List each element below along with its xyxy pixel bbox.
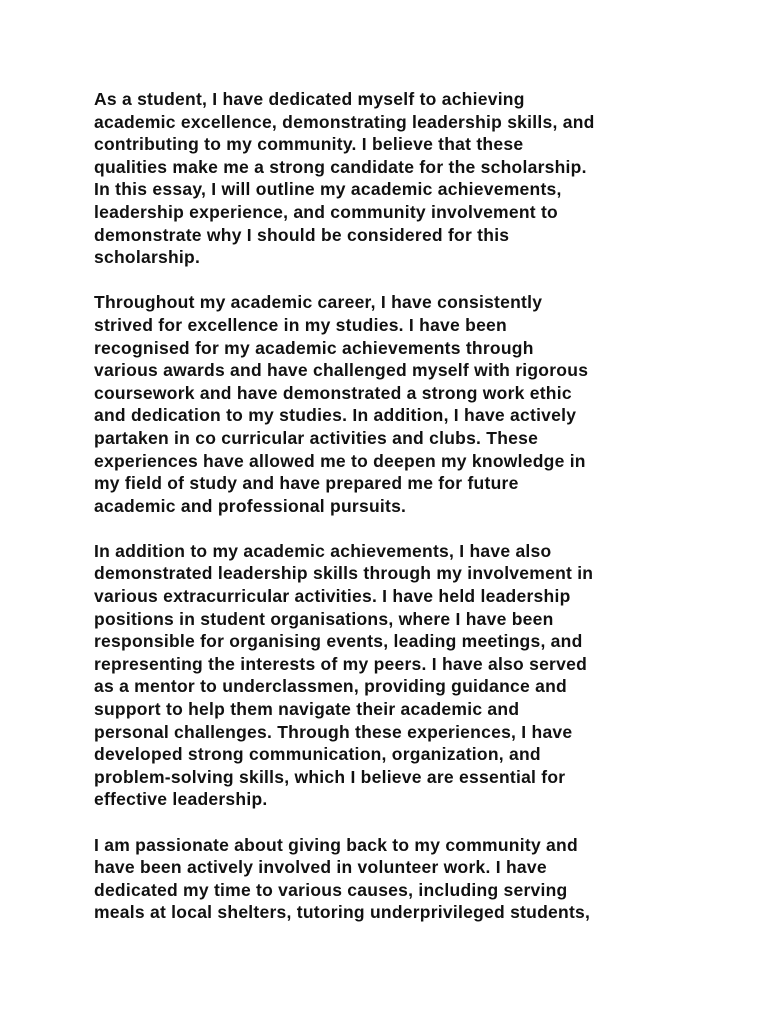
- text-line: problem-solving skills, which I believe are essential for: [94, 766, 566, 787]
- text-line: meals at local shelters, tutoring underprivileged students,: [94, 902, 591, 923]
- text-line: responsible for organising events, leading meetings, and: [94, 631, 583, 652]
- text-line: have been actively involved in volunteer work. I have: [94, 857, 547, 878]
- text-line: representing the interests of my peers. I have also served: [94, 653, 588, 674]
- text-line: academic and professional pursuits.: [94, 495, 407, 516]
- paragraph-academic: [94, 291, 714, 517]
- text-line: scholarship.: [94, 247, 201, 268]
- text-line: contributing to my community. I believe that these: [94, 134, 524, 155]
- text-line: academic excellence, demonstrating leadership skills, and: [94, 111, 595, 132]
- text-line: partaken in co curricular activities and clubs. These: [94, 427, 539, 448]
- paragraph-leadership: [94, 540, 714, 811]
- text-line: as a mentor to underclassmen, providing guidance and: [94, 676, 567, 697]
- text-line: In this essay, I will outline my academic achievements,: [94, 179, 562, 200]
- essay-body: [94, 88, 714, 947]
- text-line: Throughout my academic career, I have consistently: [94, 292, 543, 313]
- text-line: demonstrated leadership skills through my involvement in: [94, 563, 594, 584]
- text-line: my field of study and have prepared me for future: [94, 473, 519, 494]
- text-line: support to help them navigate their academic and: [94, 699, 520, 720]
- paragraph-intro: [94, 88, 714, 269]
- text-line: effective leadership.: [94, 789, 268, 810]
- text-line: qualities make me a strong candidate for the scholarship.: [94, 156, 587, 177]
- paragraph-community: [94, 834, 714, 924]
- text-line: various awards and have challenged myself with rigorous: [94, 360, 589, 381]
- text-line: strived for excellence in my studies. I have been: [94, 314, 507, 335]
- text-line: developed strong communication, organization, and: [94, 744, 541, 765]
- text-line: positions in student organisations, where I have been: [94, 608, 554, 629]
- text-line: leadership experience, and community involvement to: [94, 201, 558, 222]
- text-line: As a student, I have dedicated myself to achieving: [94, 89, 525, 109]
- text-line: coursework and have demonstrated a strong work ethic: [94, 382, 572, 403]
- text-line: various extracurricular activities. I have held leadership: [94, 586, 571, 607]
- text-line: and dedication to my studies. In addition, I have actively: [94, 405, 577, 426]
- text-line: recognised for my academic achievements through: [94, 337, 534, 358]
- text-line: dedicated my time to various causes, including serving: [94, 879, 568, 900]
- text-line: personal challenges. Through these experiences, I have: [94, 721, 573, 742]
- text-line: experiences have allowed me to deepen my knowledge in: [94, 450, 586, 471]
- text-line: I am passionate about giving back to my community and: [94, 834, 578, 855]
- text-line: In addition to my academic achievements, I have also: [94, 540, 552, 561]
- text-line: demonstrate why I should be considered for this: [94, 224, 510, 245]
